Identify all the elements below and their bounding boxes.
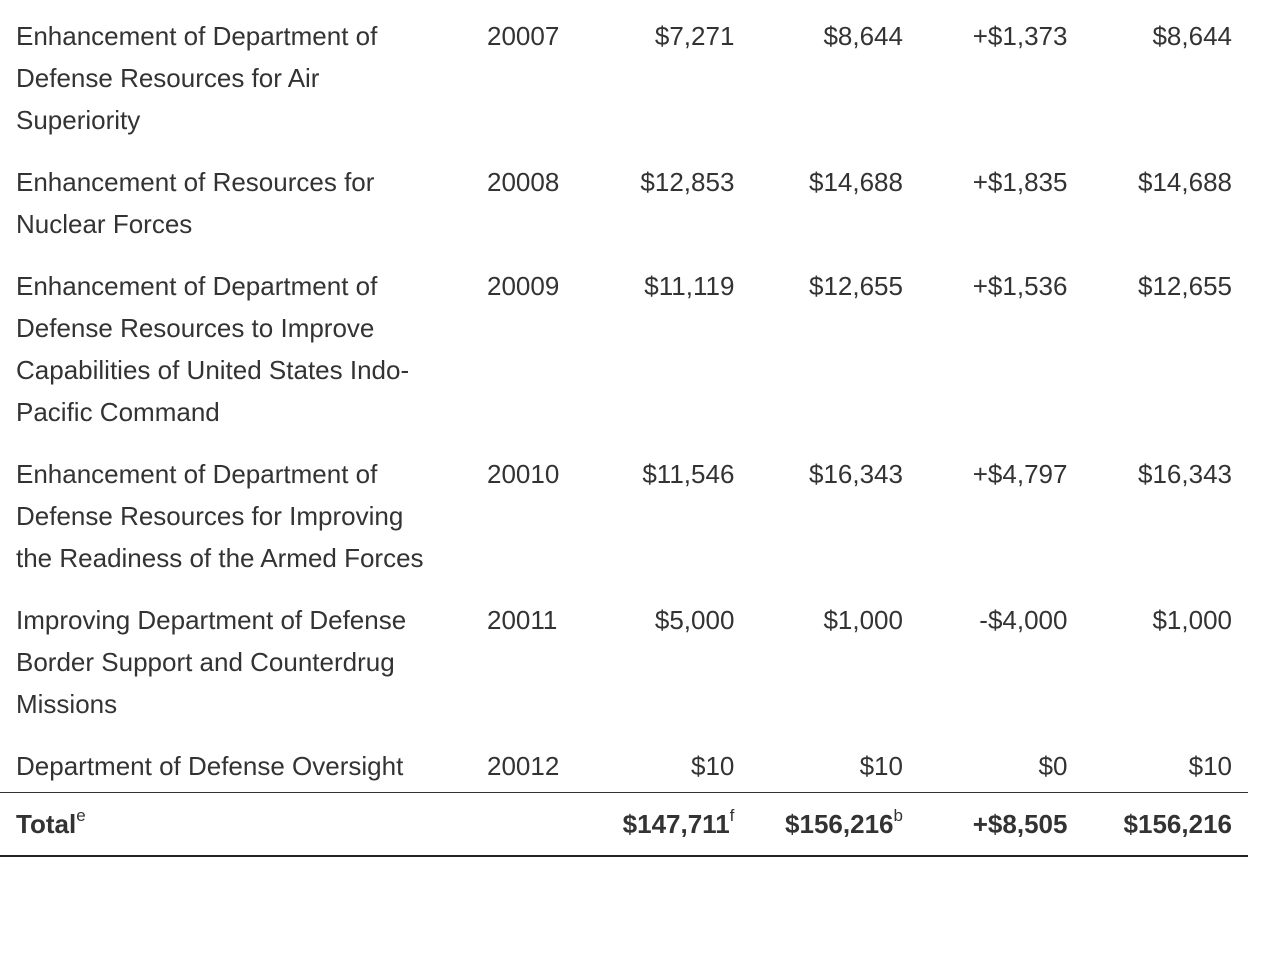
row-col-a: $7,271 (654, 21, 735, 51)
row-section: 20012 (487, 751, 560, 781)
row-col-d: $1,000 (1152, 605, 1232, 635)
row-col-c: +$1,835 (972, 167, 1068, 197)
row-description: Department of Defense Oversight (16, 751, 404, 781)
row-section: 20009 (487, 271, 560, 301)
total-label-footnote: e (76, 806, 86, 826)
total-section (461, 793, 583, 857)
row-col-c: $0 (1038, 751, 1068, 781)
total-col-a-cell (583, 793, 751, 857)
row-description: Enhancement of Department of Defense Resources for Improving the Readiness of the Armed Forces (16, 459, 424, 573)
total-col-d: $156,216 (1083, 793, 1248, 857)
row-col-c: +$1,536 (972, 271, 1068, 301)
row-description: Enhancement of Resources for Nuclear Forces (16, 167, 375, 239)
row-col-b: $16,343 (808, 459, 903, 489)
row-col-b: $10 (859, 751, 903, 781)
row-section: 20007 (487, 21, 560, 51)
table-row (0, 0, 1248, 146)
table-row (0, 584, 1248, 730)
row-col-b: $14,688 (808, 167, 903, 197)
row-description: Improving Department of Defense Border Support and Counterdrug Missions (16, 605, 407, 719)
row-col-a: $11,119 (644, 271, 735, 301)
table-row (0, 250, 1248, 438)
row-description: Enhancement of Department of Defense Resources for Air Superiority (16, 21, 378, 135)
row-col-d: $14,688 (1138, 167, 1232, 197)
row-col-c: +$4,797 (972, 459, 1068, 489)
total-row (0, 793, 1248, 857)
row-section: 20010 (487, 459, 560, 489)
row-col-c: +$1,373 (972, 21, 1068, 51)
row-col-a: $11,546 (642, 459, 735, 489)
total-col-c: +$8,505 (919, 793, 1084, 857)
row-col-a: $12,853 (640, 167, 735, 197)
total-col-a: $147,711 (622, 809, 730, 839)
row-col-a: $5,000 (654, 605, 735, 635)
row-col-d: $10 (1188, 751, 1232, 781)
row-section: 20011 (487, 605, 558, 635)
row-col-b: $8,644 (823, 21, 903, 51)
row-col-b: $1,000 (823, 605, 903, 635)
total-col-b-footnote: b (893, 806, 903, 826)
total-col-a-footnote: f (729, 806, 735, 826)
total-col-b-cell (750, 793, 919, 857)
row-col-d: $8,644 (1152, 21, 1232, 51)
row-col-a: $10 (691, 751, 735, 781)
row-description: Enhancement of Department of Defense Resources to Improve Capabilities of United States Indo-Pacific Command (16, 271, 410, 427)
table-row (0, 438, 1248, 584)
total-col-b: $156,216 (785, 809, 894, 839)
total-label: Total (16, 809, 77, 839)
row-col-d: $12,655 (1138, 271, 1232, 301)
table-row (0, 730, 1248, 793)
total-label-cell (0, 793, 461, 857)
row-col-c: -$4,000 (979, 605, 1068, 635)
table-row (0, 146, 1248, 250)
row-section: 20008 (487, 167, 560, 197)
row-col-d: $16,343 (1138, 459, 1232, 489)
row-col-b: $12,655 (808, 271, 903, 301)
